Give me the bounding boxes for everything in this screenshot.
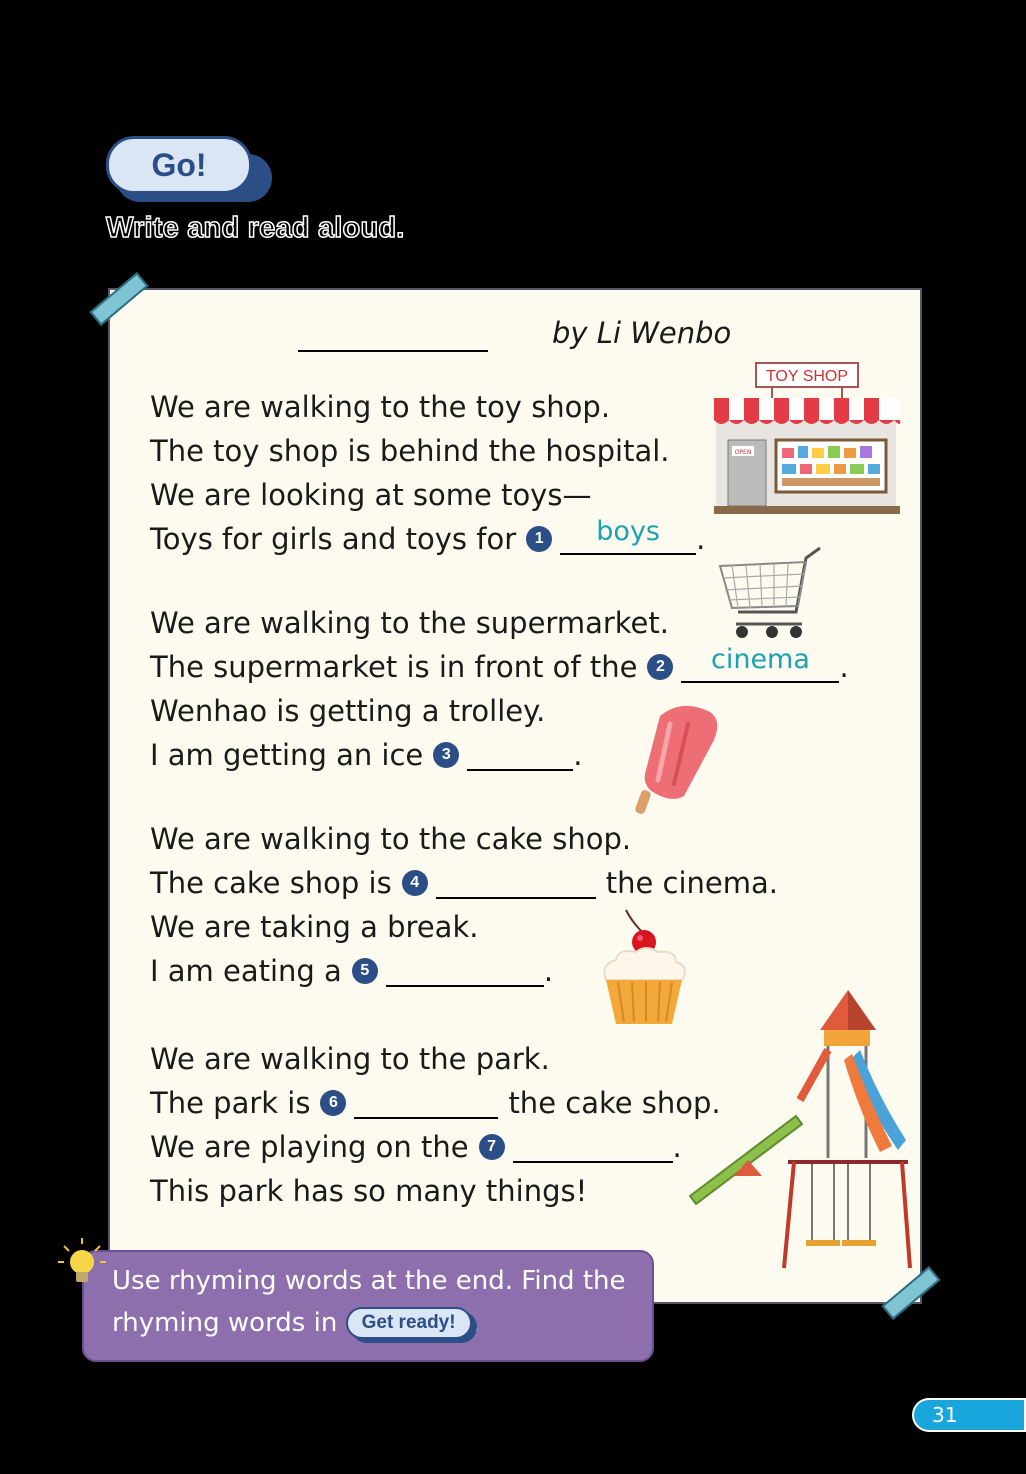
line-text: . bbox=[839, 650, 849, 684]
number-badge: 1 bbox=[526, 526, 552, 552]
line-text: I am getting an ice bbox=[150, 738, 424, 772]
answer-blank[interactable] bbox=[386, 955, 544, 987]
number-badge: 2 bbox=[647, 654, 673, 680]
go-badge: Go! bbox=[106, 136, 252, 194]
poem-line bbox=[150, 1084, 721, 1122]
line-text: . bbox=[672, 1130, 682, 1164]
poem-line bbox=[150, 516, 706, 558]
line-text: . bbox=[696, 522, 706, 556]
poem-line bbox=[150, 864, 778, 902]
answer-text: cinema bbox=[710, 644, 810, 675]
ice-lolly-illustration bbox=[630, 704, 726, 816]
poem-line: This park has so many things! bbox=[150, 1174, 588, 1208]
answer-text: boys bbox=[596, 516, 660, 547]
poem-line: The toy shop is behind the hospital. bbox=[150, 434, 670, 468]
poem-line bbox=[150, 644, 849, 686]
toy-shop-illustration bbox=[712, 360, 902, 520]
line-text: . bbox=[573, 738, 583, 772]
toy-shop-sign-text: TOY SHOP bbox=[765, 368, 849, 385]
get-ready-pill: Get ready! bbox=[346, 1307, 472, 1339]
answer-blank[interactable] bbox=[681, 644, 839, 683]
line-text: We are playing on the bbox=[150, 1130, 469, 1164]
tip-line-2-text: rhyming words in bbox=[112, 1308, 338, 1338]
cupcake-illustration bbox=[596, 908, 692, 1030]
line-text: The park is bbox=[150, 1086, 311, 1120]
tip-line-1: Use rhyming words at the end. Find the bbox=[112, 1266, 626, 1296]
poem-line: Wenhao is getting a trolley. bbox=[150, 694, 546, 728]
title-blank[interactable] bbox=[298, 350, 488, 352]
instruction-heading: Write and read aloud. bbox=[106, 212, 405, 244]
lightbulb-icon bbox=[58, 1238, 106, 1288]
line-text: . bbox=[543, 954, 554, 988]
line-text: the cake shop. bbox=[508, 1086, 721, 1120]
line-text: The cake shop is bbox=[150, 866, 392, 900]
answer-blank[interactable] bbox=[560, 516, 696, 555]
answer-blank[interactable] bbox=[513, 1131, 673, 1163]
line-text: the cinema. bbox=[605, 866, 778, 900]
number-badge: 3 bbox=[433, 742, 459, 768]
shopping-cart-illustration bbox=[716, 544, 830, 644]
poem-line: We are walking to the toy shop. bbox=[150, 390, 611, 424]
tip-line-2 bbox=[112, 1308, 480, 1342]
line-text: Toys for girls and toys for bbox=[150, 522, 517, 556]
number-badge: 7 bbox=[479, 1134, 505, 1160]
line-text: I am eating a bbox=[150, 954, 342, 988]
line-text: The supermarket is in front of the bbox=[150, 650, 638, 684]
answer-blank[interactable] bbox=[436, 867, 596, 899]
poem-line bbox=[150, 952, 553, 990]
poem-line: We are walking to the park. bbox=[150, 1042, 550, 1076]
poem-line: We are taking a break. bbox=[150, 910, 479, 944]
playground-illustration bbox=[684, 990, 916, 1272]
number-badge: 5 bbox=[352, 958, 378, 984]
poem-line: We are looking at some toys— bbox=[150, 478, 592, 512]
byline: by Li Wenbo bbox=[552, 316, 732, 350]
poem-line: We are walking to the supermarket. bbox=[150, 606, 669, 640]
poem-line: We are walking to the cake shop. bbox=[150, 822, 632, 856]
open-sign-text: OPEN bbox=[734, 449, 752, 456]
poem-line bbox=[150, 736, 583, 774]
number-badge: 6 bbox=[320, 1090, 346, 1116]
tip-line-2-end: . bbox=[471, 1308, 480, 1338]
go-badge-wrap bbox=[106, 136, 276, 206]
answer-blank[interactable] bbox=[354, 1087, 498, 1119]
poem-line bbox=[150, 1128, 682, 1166]
answer-blank[interactable] bbox=[467, 739, 573, 771]
number-badge: 4 bbox=[402, 870, 428, 896]
page-number: 31 bbox=[912, 1398, 1026, 1432]
